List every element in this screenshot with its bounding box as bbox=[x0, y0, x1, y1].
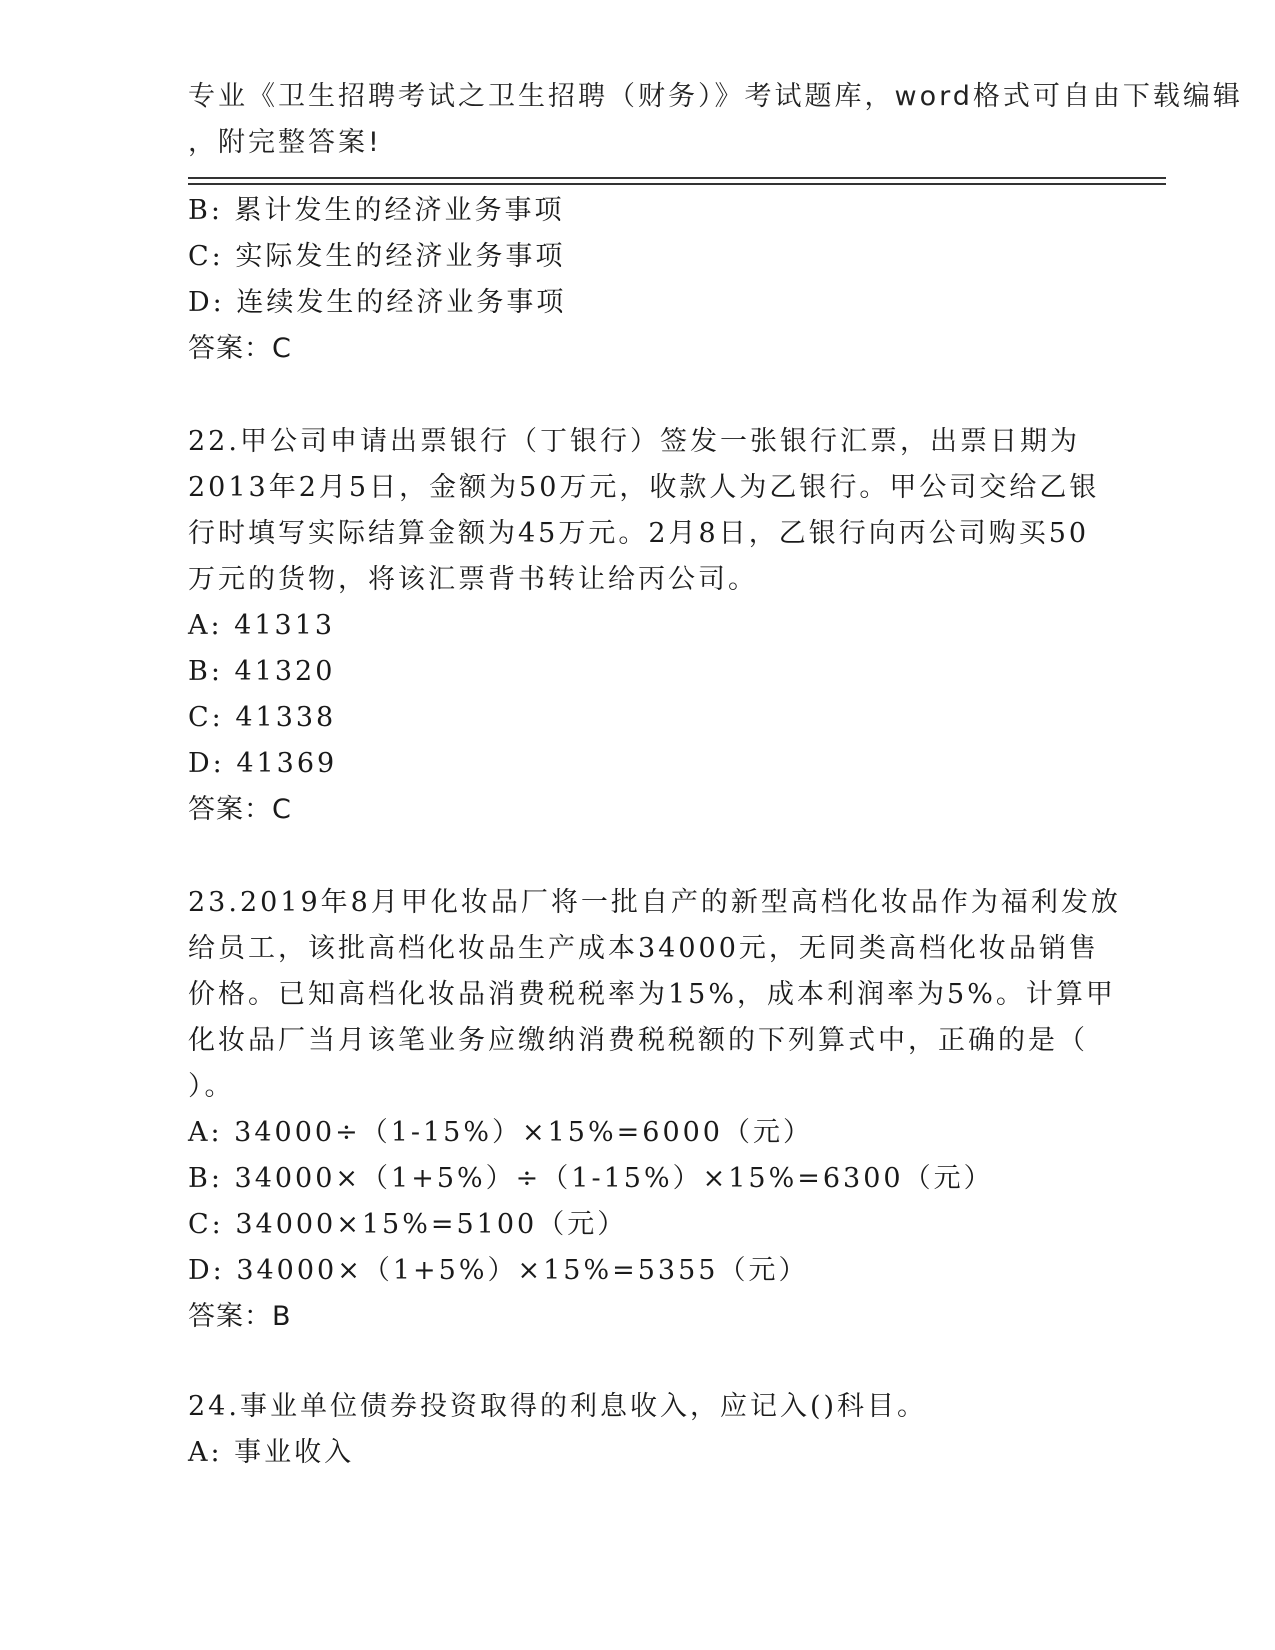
question-stem-line: 行时填写实际结算金额为45万元。2月8日，乙银行向丙公司购买50 bbox=[188, 518, 1090, 549]
option-a: A: 41313 bbox=[188, 610, 336, 641]
header-divider-top bbox=[188, 177, 1166, 179]
option-c: C: 41338 bbox=[188, 702, 337, 733]
question-stem-line: 24.事业单位债券投资取得的利息收入，应记入()科目。 bbox=[188, 1391, 928, 1422]
option-c: C: 34000×15%=5100（元） bbox=[188, 1209, 628, 1240]
option-d: D: 连续发生的经济业务事项 bbox=[188, 287, 567, 318]
question-stem-line: ）。 bbox=[188, 1071, 235, 1102]
question-stem-line: 给员工，该批高档化妆品生产成本34000元，无同类高档化妆品销售 bbox=[188, 933, 1099, 964]
question-22 bbox=[188, 419, 1100, 833]
question-stem-line: 万元的货物，将该汇票背书转让给丙公司。 bbox=[188, 564, 758, 595]
header-line-2: ，附完整答案! bbox=[188, 127, 382, 158]
question-list bbox=[188, 188, 1121, 1476]
question-stem-line: 化妆品厂当月该笔业务应缴纳消费税税额的下列算式中，正确的是（ bbox=[188, 1025, 1088, 1056]
option-a: A: 34000÷（1-15%）×15%=6000（元） bbox=[188, 1117, 813, 1148]
option-d: D: 34000×（1+5%）×15%=5355（元） bbox=[188, 1255, 809, 1286]
option-b: B: 累计发生的经济业务事项 bbox=[188, 195, 565, 226]
question-stem-line: 23.2019年8月甲化妆品厂将一批自产的新型高档化妆品作为福利发放 bbox=[188, 887, 1121, 918]
header-line-1: 专业《卫生招聘考试之卫生招聘（财务）》考试题库，word格式可自由下载编辑 bbox=[188, 81, 1243, 112]
answer: 答案：B bbox=[188, 1301, 292, 1332]
option-b: B: 41320 bbox=[188, 656, 336, 687]
document-header bbox=[188, 74, 1243, 166]
answer: 答案：C bbox=[188, 333, 292, 364]
question-23 bbox=[188, 880, 1121, 1340]
header-divider-bottom bbox=[188, 183, 1166, 185]
answer: 答案：C bbox=[188, 794, 292, 825]
question-24 bbox=[188, 1384, 1088, 1476]
option-b: B: 34000×（1+5%）÷（1-15%）×15%=6300（元） bbox=[188, 1163, 994, 1194]
question-stem-line: 22.甲公司申请出票银行（丁银行）签发一张银行汇票，出票日期为 bbox=[188, 426, 1080, 457]
option-a: A: 事业收入 bbox=[188, 1437, 355, 1468]
question-21 bbox=[188, 188, 1088, 372]
question-stem-line: 2013年2月5日，金额为50万元，收款人为乙银行。甲公司交给乙银 bbox=[188, 472, 1100, 503]
question-stem-line: 价格。已知高档化妆品消费税税率为15%，成本利润率为5%。计算甲 bbox=[188, 979, 1116, 1010]
option-c: C: 实际发生的经济业务事项 bbox=[188, 241, 566, 272]
option-d: D: 41369 bbox=[188, 748, 338, 779]
